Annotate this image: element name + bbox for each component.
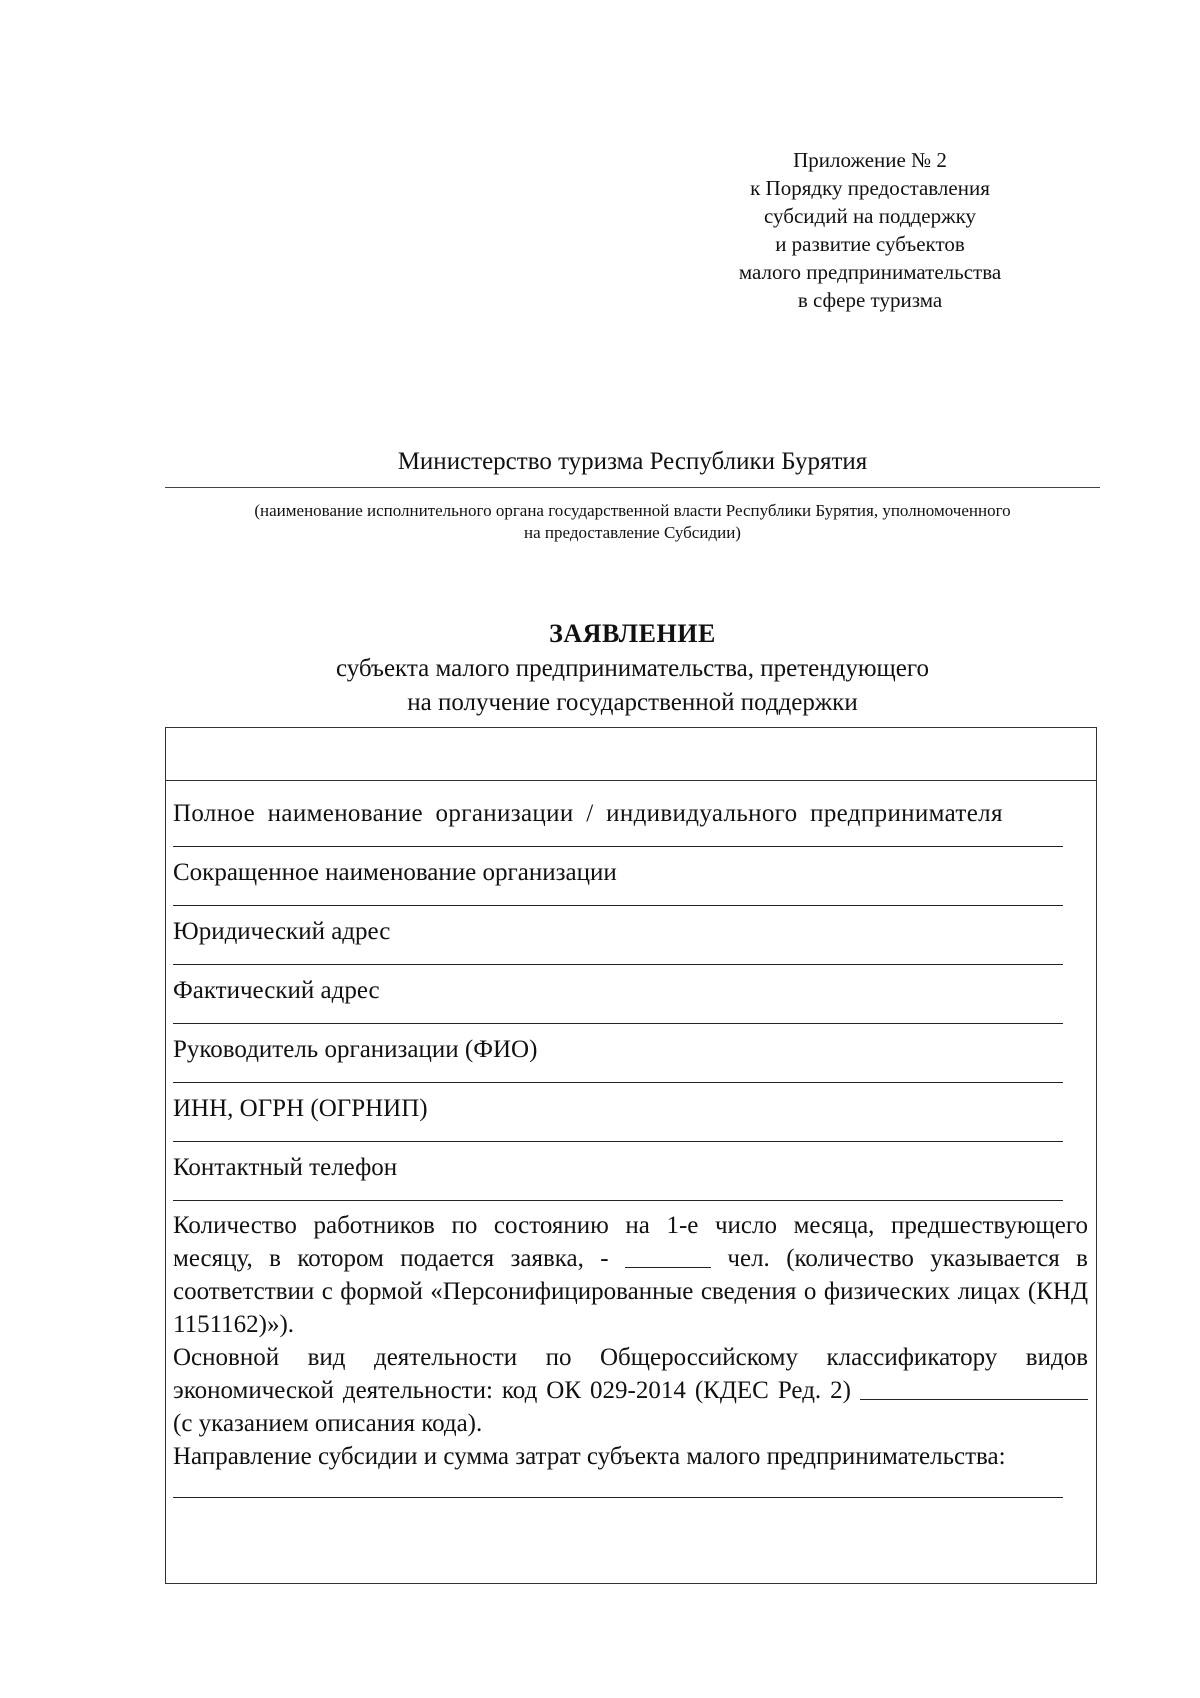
okved-text: Основной вид деятельности по Общероссийскому классификатору видов экономической деятельности: код ОК 029-2014 (КДЕС Ред. 2) xyxy=(173,1344,1088,1404)
field-actual-address-label: Фактический адрес xyxy=(173,977,380,1004)
ministry-note-line: (наименование исполнительного органа государственной власти Республики Бурятия, уполномоченного xyxy=(254,501,1011,520)
direction-paragraph: Направление субсидии и сумма затрат субъекта малого предпринимательства: xyxy=(173,1443,1006,1470)
annex-line: субсидий на поддержку xyxy=(764,204,976,228)
subtitle-line: на получение государственной поддержки xyxy=(407,689,858,716)
okved-after: (с указанием описания кода). xyxy=(173,1410,483,1437)
annex-line: Приложение № 2 xyxy=(793,148,947,172)
field-phone-label: Контактный телефон xyxy=(173,1154,398,1181)
field-phone-input[interactable] xyxy=(173,1200,1063,1201)
ministry-name: Министерство туризма Республики Бурятия xyxy=(397,448,868,475)
ministry-note-line: на предоставление Субсидии) xyxy=(524,523,741,542)
application-form xyxy=(165,727,1097,1584)
field-short-name-input[interactable] xyxy=(173,905,1063,906)
annex-reference xyxy=(720,146,1020,314)
annex-line: малого предпринимательства xyxy=(738,260,1002,284)
document-subtitle xyxy=(165,652,1100,720)
okved-code-input[interactable] xyxy=(860,1398,1088,1400)
field-full-name-label: Полное наименование организации / индивидуального предпринимателя xyxy=(173,800,1003,827)
employees-note: (количество указывается в соответствии с формой «Персонифицированные сведения о физических лицах (КНД 1151162)»). xyxy=(173,1245,1088,1338)
field-legal-address-input[interactable] xyxy=(173,964,1063,965)
field-director-input[interactable] xyxy=(173,1082,1063,1083)
field-short-name-label: Сокращенное наименование организации xyxy=(173,859,617,886)
field-inn-ogrn-label: ИНН, ОГРН (ОГРНИП) xyxy=(173,1095,428,1122)
subtitle-line: субъекта малого предпринимательства, претендующего xyxy=(336,655,929,682)
annex-line: и развитие субъектов xyxy=(775,232,965,256)
form-body xyxy=(173,797,1088,1507)
employees-text: Количество работников по состоянию на 1-е число месяца, предшествующего месяцу, в котором подается заявка, - xyxy=(173,1212,1088,1272)
employees-unit: чел. xyxy=(727,1245,770,1272)
ministry-underline xyxy=(165,487,1100,488)
document-title: ЗАЯВЛЕНИЕ xyxy=(549,619,716,648)
ministry-note xyxy=(165,500,1100,544)
annex-line: к Порядку предоставления xyxy=(750,176,990,200)
field-full-name-input[interactable] xyxy=(173,846,1063,847)
employees-paragraph xyxy=(173,1209,1088,1341)
employees-count-input[interactable] xyxy=(625,1266,711,1268)
okved-paragraph xyxy=(173,1341,1088,1440)
field-director-label: Руководитель организации (ФИО) xyxy=(173,1036,538,1063)
field-legal-address-label: Юридический адрес xyxy=(173,918,391,945)
direction-input[interactable] xyxy=(173,1497,1063,1498)
annex-line: в сфере туризма xyxy=(797,288,943,312)
field-inn-ogrn-input[interactable] xyxy=(173,1141,1063,1142)
field-actual-address-input[interactable] xyxy=(173,1023,1063,1024)
form-header-cell xyxy=(166,728,1096,781)
